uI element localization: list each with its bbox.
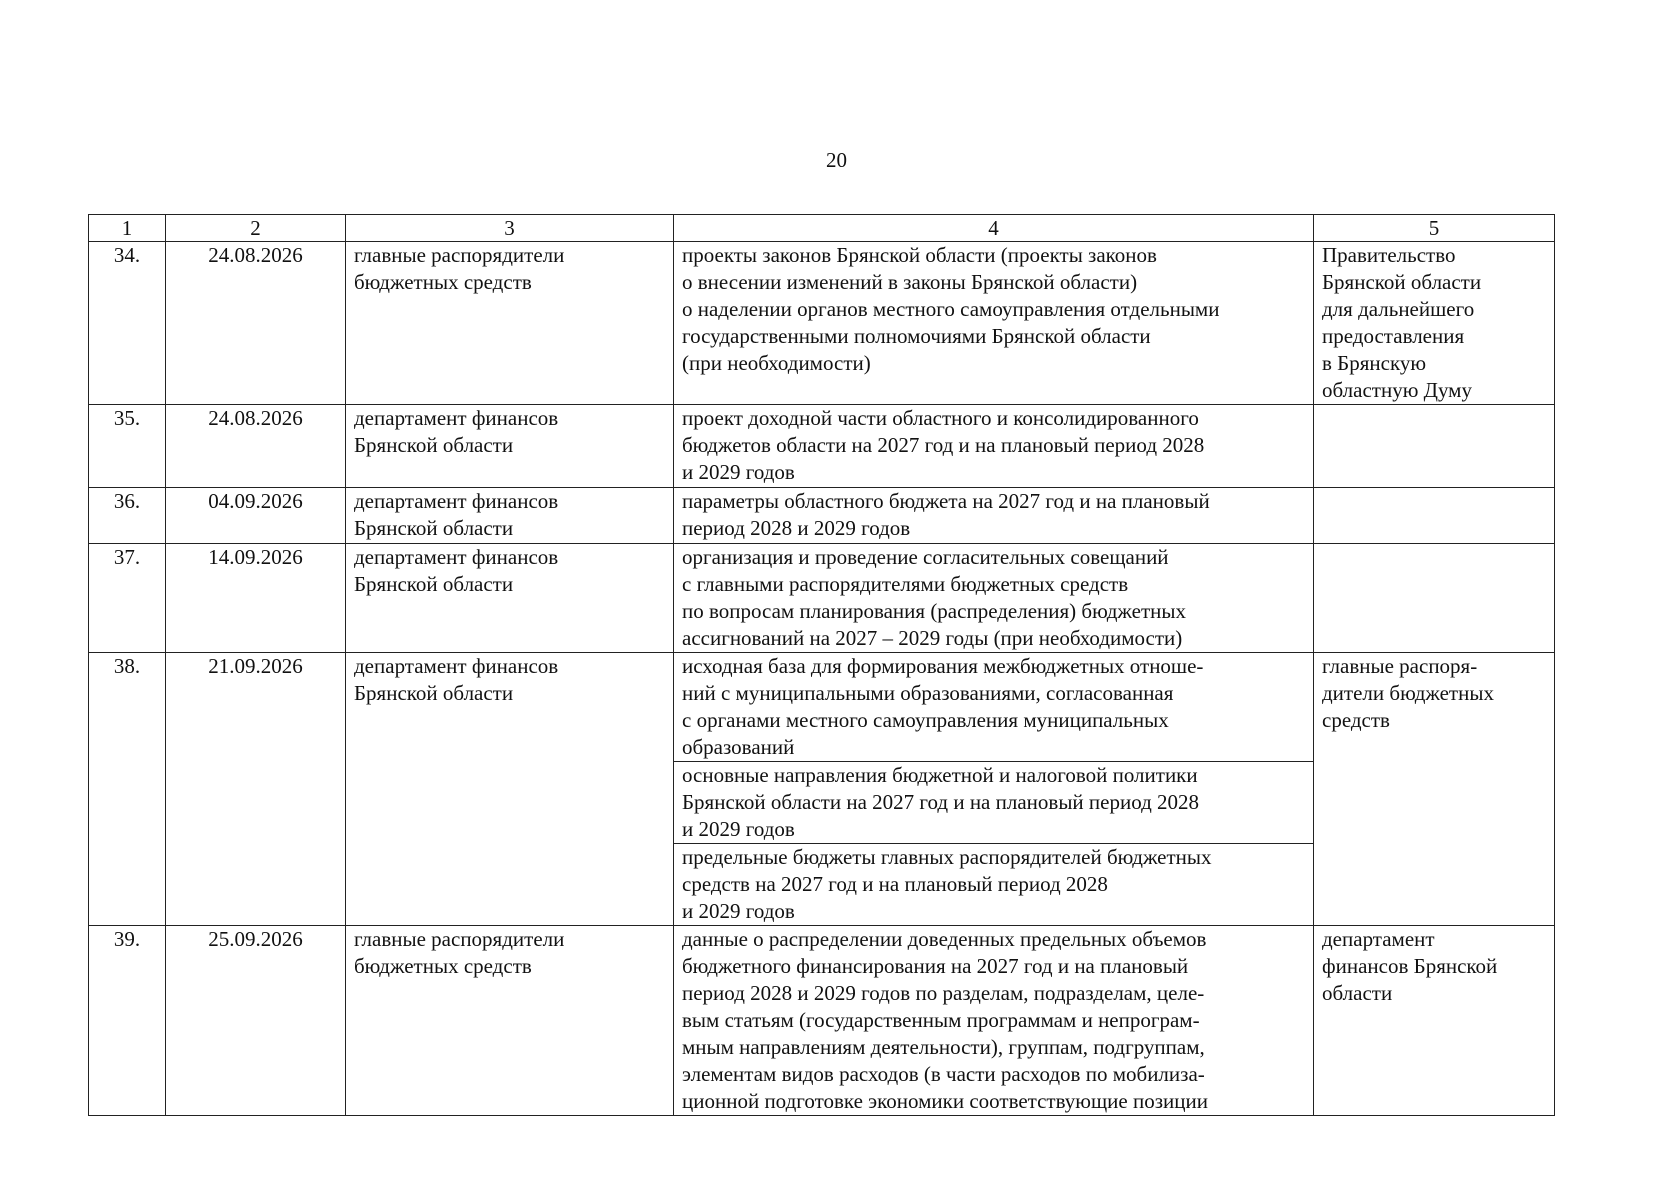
text-line: и 2029 годов xyxy=(682,817,795,841)
text-line: дители бюджетных xyxy=(1322,681,1494,705)
row-responsible xyxy=(346,653,674,926)
text-line: средств xyxy=(1322,708,1390,732)
table-row xyxy=(89,544,1555,653)
text-line: Брянской области xyxy=(354,681,514,705)
text-line: государственными полномочиями Брянской области xyxy=(682,324,1151,348)
text-line: по вопросам планирования (распределения) бюджетных xyxy=(682,599,1186,623)
row-number: 37. xyxy=(89,544,166,653)
row-documents xyxy=(674,844,1314,926)
text-line: основные направления бюджетной и налоговой политики xyxy=(682,763,1198,787)
text-line: предоставления xyxy=(1322,324,1465,348)
header-cell-1: 1 xyxy=(89,215,166,242)
header-cell-2: 2 xyxy=(166,215,346,242)
text-line: о внесении изменений в законы Брянской области) xyxy=(682,270,1138,294)
text-line: параметры областного бюджета на 2027 год и на плановый xyxy=(682,489,1210,513)
text-line: проект доходной части областного и консолидированного xyxy=(682,406,1199,430)
text-line: (при необходимости) xyxy=(682,351,871,375)
row-recipient xyxy=(1314,488,1555,544)
row-date: 25.09.2026 xyxy=(166,926,346,1116)
text-line: с главными распорядителями бюджетных средств xyxy=(682,572,1129,596)
row-documents xyxy=(674,405,1314,488)
text-line: ний с муниципальными образованиями, согласованная xyxy=(682,681,1174,705)
text-line: период 2028 и 2029 годов по разделам, подразделам, целе- xyxy=(682,981,1205,1005)
text-line: бюджетных средств xyxy=(354,270,532,294)
text-line: департамент финансов xyxy=(354,545,559,569)
table-row xyxy=(89,242,1555,405)
header-cell-3: 3 xyxy=(346,215,674,242)
schedule-table xyxy=(88,214,1555,1116)
row-responsible xyxy=(346,926,674,1116)
text-line: департамент xyxy=(1322,927,1435,951)
row-documents xyxy=(674,544,1314,653)
header-cell-5: 5 xyxy=(1314,215,1555,242)
row-date: 04.09.2026 xyxy=(166,488,346,544)
text-line: области xyxy=(1322,981,1393,1005)
text-line: Брянской области на 2027 год и на плановый период 2028 xyxy=(682,790,1200,814)
row-number: 36. xyxy=(89,488,166,544)
text-line: Брянской области xyxy=(354,516,514,540)
text-line: с органами местного самоуправления муниципальных xyxy=(682,708,1169,732)
text-line: проекты законов Брянской области (проекты законов xyxy=(682,243,1157,267)
row-date: 24.08.2026 xyxy=(166,405,346,488)
text-line: финансов Брянской xyxy=(1322,954,1498,978)
text-line: департамент финансов xyxy=(354,654,559,678)
table-row xyxy=(89,653,1555,762)
table-row xyxy=(89,405,1555,488)
text-line: ассигнований на 2027 – 2029 годы (при необходимости) xyxy=(682,626,1183,650)
row-documents xyxy=(674,926,1314,1116)
text-line: вым статьям (государственным программам и непрограм- xyxy=(682,1008,1200,1032)
row-documents xyxy=(674,242,1314,405)
text-line: департамент финансов xyxy=(354,489,559,513)
text-line: образований xyxy=(682,735,795,759)
row-responsible xyxy=(346,405,674,488)
text-line: департамент финансов xyxy=(354,406,559,430)
text-line: областную Думу xyxy=(1322,378,1472,402)
text-line: и 2029 годов xyxy=(682,899,795,923)
text-line: средств на 2027 год и на плановый период 2028 xyxy=(682,872,1108,896)
text-line: бюджетного финансирования на 2027 год и на плановый xyxy=(682,954,1189,978)
row-recipient xyxy=(1314,926,1555,1116)
text-line: и 2029 годов xyxy=(682,460,795,484)
text-line: о наделении органов местного самоуправления отдельными xyxy=(682,297,1220,321)
text-line: в Брянскую xyxy=(1322,351,1427,375)
row-documents xyxy=(674,488,1314,544)
text-line: ционной подготовке экономики соответствующие позиции xyxy=(682,1089,1208,1113)
row-documents xyxy=(674,762,1314,844)
text-line: период 2028 и 2029 годов xyxy=(682,516,911,540)
row-number: 38. xyxy=(89,653,166,926)
row-recipient xyxy=(1314,653,1555,926)
row-responsible xyxy=(346,242,674,405)
text-line: бюджетов области на 2027 год и на плановый период 2028 xyxy=(682,433,1205,457)
text-line: мным направлениям деятельности), группам, подгруппам, xyxy=(682,1035,1205,1059)
text-line: бюджетных средств xyxy=(354,954,532,978)
text-line: главные распоря- xyxy=(1322,654,1478,678)
text-line: элементам видов расходов (в части расходов по мобилиза- xyxy=(682,1062,1205,1086)
row-number: 35. xyxy=(89,405,166,488)
page-number: 20 xyxy=(826,148,847,172)
header-cell-4: 4 xyxy=(674,215,1314,242)
table-row xyxy=(89,488,1555,544)
text-line: главные распорядители xyxy=(354,927,565,951)
text-line: Брянской области xyxy=(354,433,514,457)
row-responsible xyxy=(346,544,674,653)
text-line: Брянской области xyxy=(354,572,514,596)
table-header-row xyxy=(89,215,1555,242)
row-date: 24.08.2026 xyxy=(166,242,346,405)
row-date: 14.09.2026 xyxy=(166,544,346,653)
row-documents xyxy=(674,653,1314,762)
text-line: Правительство xyxy=(1322,243,1456,267)
row-number: 39. xyxy=(89,926,166,1116)
text-line: организация и проведение согласительных совещаний xyxy=(682,545,1169,569)
row-recipient xyxy=(1314,242,1555,405)
text-line: исходная база для формирования межбюджетных отноше- xyxy=(682,654,1204,678)
text-line: Брянской области xyxy=(1322,270,1482,294)
row-recipient xyxy=(1314,544,1555,653)
text-line: предельные бюджеты главных распорядителей бюджетных xyxy=(682,845,1212,869)
row-recipient xyxy=(1314,405,1555,488)
row-date: 21.09.2026 xyxy=(166,653,346,926)
text-line: данные о распределении доведенных предельных объемов xyxy=(682,927,1207,951)
row-number: 34. xyxy=(89,242,166,405)
table-row xyxy=(89,926,1555,1116)
text-line: главные распорядители xyxy=(354,243,565,267)
text-line: для дальнейшего xyxy=(1322,297,1475,321)
row-responsible xyxy=(346,488,674,544)
